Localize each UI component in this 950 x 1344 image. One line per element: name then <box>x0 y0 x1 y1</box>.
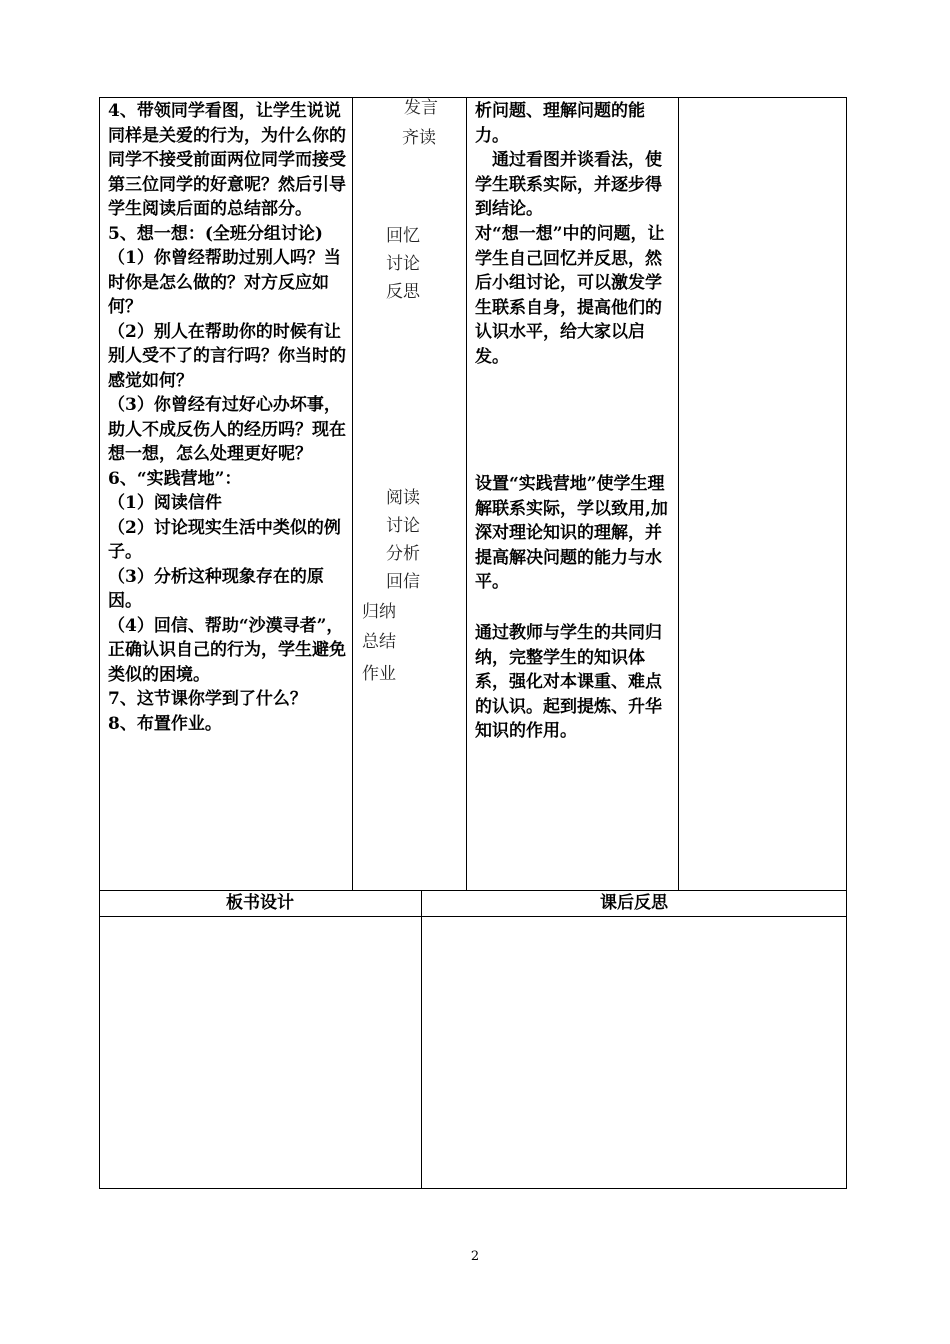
col-divider-3 <box>678 97 679 891</box>
teacher-step-6-3: （3）分析这种现象存在的原因。 <box>108 566 324 611</box>
table-bottom-border <box>99 1188 847 1189</box>
intent-paragraph-4: 设置“实践营地”使学生理解联系实际，学以致用,加深对理论知识的理解，并提高解决问题的能力与水平。 <box>475 474 668 592</box>
teacher-step-6-1: （1）阅读信件 <box>108 493 222 513</box>
student-activity-4: 讨论 <box>386 254 420 274</box>
student-activity-12: 作业 <box>362 664 396 684</box>
intent-paragraph-3: 对“想一想”中的问题，让学生自己回忆并反思，然后小组讨论，可以激发学生联系自身，提高他们的认识水平，给大家以启发。 <box>475 224 665 367</box>
board-design-header: 板书设计 <box>226 893 294 913</box>
student-activity-10: 归纳 <box>362 602 396 622</box>
student-activity-2: 齐读 <box>402 128 436 148</box>
student-activity-1: 发言 <box>404 98 438 118</box>
page-number: 2 <box>470 1249 480 1264</box>
teacher-step-6-2: （2）讨论现实生活中类似的例子。 <box>108 517 341 562</box>
teacher-step-6: 6、“实践营地”： <box>108 468 242 489</box>
student-activity-5: 反思 <box>386 282 420 302</box>
student-activity-3: 回忆 <box>386 226 420 246</box>
header-divider <box>99 916 847 917</box>
teacher-step-5-q2: （2）别人在帮助你的时候有让别人受不了的言行吗？你当时的感觉如何？ <box>108 321 346 391</box>
teacher-step-5-q1: （1）你曾经帮助过别人吗？当时你是怎么做的？对方反应如何？ <box>108 248 341 317</box>
table-right-border <box>846 97 847 1189</box>
student-activity-8: 分析 <box>386 544 420 564</box>
reflection-header: 课后反思 <box>600 893 668 913</box>
teacher-step-5-q3: （3）你曾经有过好心办坏事，助人不成反伤人的经历吗？现在想一想，怎么处理更好呢？ <box>108 395 346 464</box>
teacher-step-4: 4、带领同学看图，让学生说说同样是关爱的行为，为什么你的同学不接受前面两位同学而接受第三位同学的好意呢？然后引导学生阅读后面的总结部分。 <box>108 101 346 219</box>
bottom-col-divider <box>421 890 422 1189</box>
col-divider-2 <box>466 97 467 891</box>
col-divider-1 <box>352 97 353 891</box>
student-activity-6: 阅读 <box>386 488 420 508</box>
student-activity-11: 总结 <box>362 632 396 652</box>
table-left-border <box>99 97 100 1189</box>
student-activity-9: 回信 <box>386 572 420 592</box>
intent-paragraph-5: 通过教师与学生的共同归纳，完整学生的知识体系，强化对本课重、难点的认识。起到提炼、升华知识的作用。 <box>475 623 662 741</box>
teacher-step-6-4: （4）回信、帮助“沙漠寻者”，正确认识自己的行为，学生避免类似的困境。 <box>108 615 346 685</box>
student-activity-7: 讨论 <box>386 516 420 536</box>
intent-paragraph-2: 通过看图并谈看法，使学生联系实际，并逐步得到结论。 <box>475 150 662 219</box>
teacher-step-5: 5、想一想：(全班分组讨论) <box>108 223 323 244</box>
intent-paragraph-1: 析问题、理解问题的能力。 <box>475 101 645 146</box>
teacher-activity-cell <box>108 99 346 736</box>
teacher-step-8: 8、布置作业。 <box>108 713 222 734</box>
table-top-border <box>99 97 847 98</box>
teacher-step-7: 7、这节课你学到了什么？ <box>108 689 307 709</box>
